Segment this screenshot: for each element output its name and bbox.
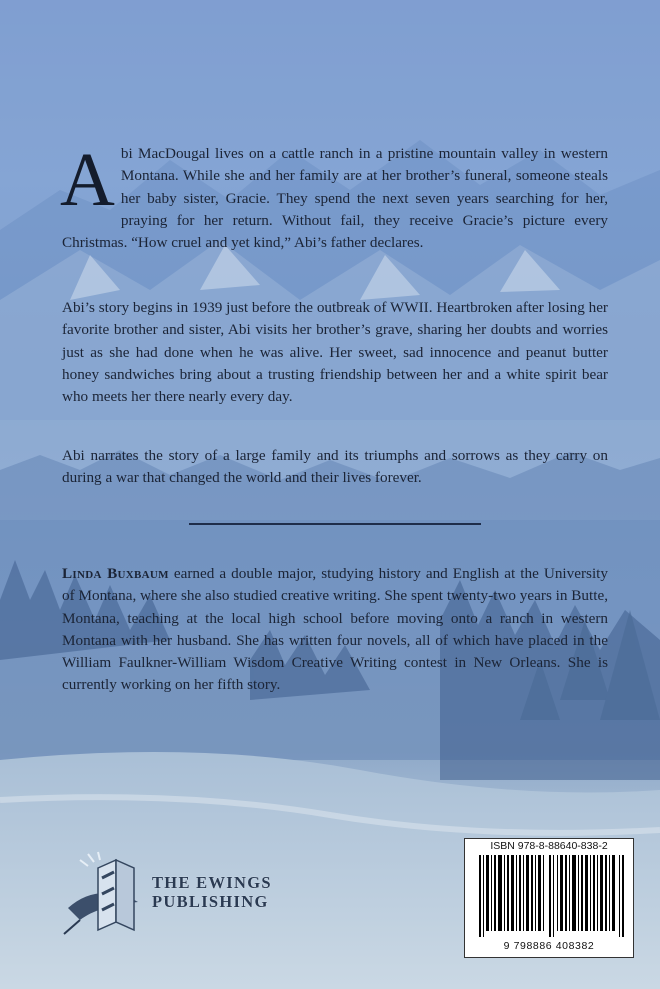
barcode-bars — [479, 855, 625, 937]
synopsis-paragraph-3-text: Abi narrates the story of a large family and its triumphs and sorrows as they carry on during a war that changed the world and their lives forever. — [62, 447, 608, 487]
book-quill-logo-icon — [58, 850, 148, 940]
synopsis-paragraph-2 — [62, 297, 608, 408]
author-name: Linda Buxbaum — [62, 565, 169, 582]
barcode-digits: 9 798886 408382 — [503, 940, 595, 952]
isbn-barcode — [464, 838, 634, 958]
author-bio-text: earned a double major, studying history and English at the University of Montana, where she also studied creative writing. She spent twenty-two years in Butte, Montana, teaching at the local high school before moving onto a ranch in western Montana with her husband. She has written four novels, all of which have placed in the William Faulkner-William Wisdom Creative Writing contest in New Orleans. She is currently working on her fifth story. — [62, 565, 608, 694]
publisher-logo — [58, 850, 298, 940]
synopsis-paragraph-1-text: bi MacDougal lives on a cattle ranch in a pristine mountain valley in western Montana. While she and her family are at her brother’s funeral, someone steals her baby sister, Gracie. They spend the next seven years searching for her, praying for her return. Without fail, they receive Gracie’s picture every Christmas. “How cruel and yet kind,” Abi’s father declares. — [62, 145, 608, 252]
synopsis-paragraph-3 — [62, 445, 608, 490]
drop-cap: A — [60, 138, 115, 222]
synopsis-paragraph-2-text: Abi’s story begins in 1939 just before the outbreak of WWII. Heartbroken after losing her favorite brother and sister, Abi visits her brother’s grave, sharing her doubts and worries just as she had done when he was alive. Her sweet, sad innocence and peanut butter honey sandwiches bring about a trusting friendship between her and a white spirit bear who meets her there nearly every day. — [62, 299, 608, 406]
publisher-name-line-1: THE EWINGS — [152, 873, 272, 892]
author-bio — [62, 563, 608, 697]
synopsis-paragraph-1 — [60, 138, 608, 254]
publisher-name-line-2: PUBLISHING — [152, 892, 269, 911]
isbn-number: ISBN 978-8-88640-838-2 — [490, 840, 608, 852]
section-divider — [189, 523, 481, 525]
